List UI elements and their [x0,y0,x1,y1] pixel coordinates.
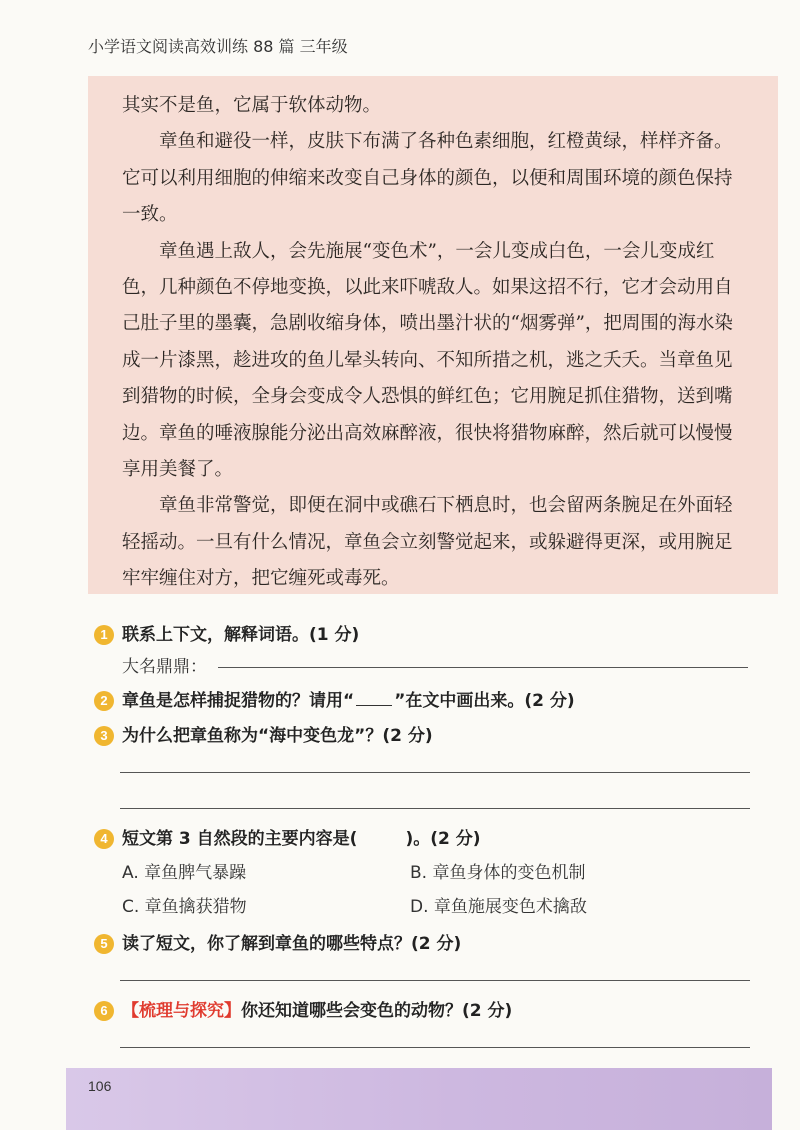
question-6-text: 你还知道哪些会变色的动物？(2 分) [241,1001,513,1021]
question-number-badge: 1 [94,625,114,645]
question-number-badge: 6 [94,1001,114,1021]
passage-paragraph-3: 章鱼遇上敌人，会先施展“变色术”，一会儿变成白色，一会儿变成红色，几种颜色不停地变换，以此来吓唬敌人。如果这招不行，它才会动用自己肚子里的墨囊，急剧收缩身体，喷出墨汁状的“烟雾弹”，把周围的海水染成一片漆黑，趁进攻的鱼儿晕头转向、不知所措之机，逃之夭夭。当章鱼见到猎物的时候，全身会变成令人恐惧的鲜红色；它用腕足抓住猎物，送到嘴边。章鱼的唾液腺能分泌出高效麻醉液，很快将猎物麻醉，然后就可以慢慢享用美餐了。 [122,240,733,481]
passage-paragraph-1: 其实不是鱼，它属于软体动物。 [122,95,382,116]
q4-option-c[interactable]: C. 章鱼擒获猎物 [122,897,247,917]
question-number-badge: 4 [94,829,114,849]
underline-sample [356,695,392,706]
question-1-text: 联系上下文，解释词语。(1 分) [122,625,360,645]
question-2 [94,686,575,711]
q4-option-a[interactable]: A. 章鱼脾气暴躁 [122,863,247,883]
question-1 [94,620,359,645]
q3-answer-line-2[interactable] [120,808,750,809]
q5-answer-line[interactable] [120,980,750,981]
q3-answer-line-1[interactable] [120,772,750,773]
question-3 [94,721,433,746]
section-tag: 【梳理与探究】 [122,1001,241,1021]
question-3-text: 为什么把章鱼称为“海中变色龙”？(2 分) [122,726,433,746]
question-2-text-end: ”在文中画出来。(2 分) [394,691,575,711]
book-header: 小学语文阅读高效训练 88 篇 三年级 [88,37,348,56]
question-number-badge: 3 [94,726,114,746]
passage-paragraph-2: 章鱼和避役一样，皮肤下布满了各种色素细胞，红橙黄绿，样样齐备。它可以利用细胞的伸缩来改变自己身体的颜色，以便和周围环境的颜色保持一致。 [122,131,733,226]
question-4 [94,824,481,849]
question-number-badge: 5 [94,934,114,954]
question-4-text-start: 短文第 3 自然段的主要内容是( [122,829,358,849]
question-5-text: 读了短文，你了解到章鱼的哪些特点？(2 分) [122,934,462,954]
question-4-text-end: )。(2 分) [405,829,481,849]
q6-answer-line[interactable] [120,1047,750,1048]
passage-paragraph-4: 章鱼非常警觉，即便在洞中或礁石下栖息时，也会留两条腕足在外面轻轻摇动。一旦有什么情况，章鱼会立刻警觉起来，或躲避得更深，或用腕足牢牢缠住对方，把它缠死或毒死。 [122,495,733,590]
question-number-badge: 2 [94,691,114,711]
q1-answer-line[interactable] [218,667,748,668]
q4-option-b[interactable]: B. 章鱼身体的变色机制 [410,863,586,883]
q4-option-d[interactable]: D. 章鱼施展变色术擒敌 [410,897,587,917]
page-footer-band [66,1068,772,1130]
question-2-text-start: 章鱼是怎样捕捉猎物的？请用“ [122,691,355,711]
page-number: 106 [88,1078,112,1094]
question-5 [94,929,461,954]
reading-passage [88,76,778,594]
question-6 [94,996,512,1021]
q1-term-label: 大名鼎鼎： [122,657,207,677]
